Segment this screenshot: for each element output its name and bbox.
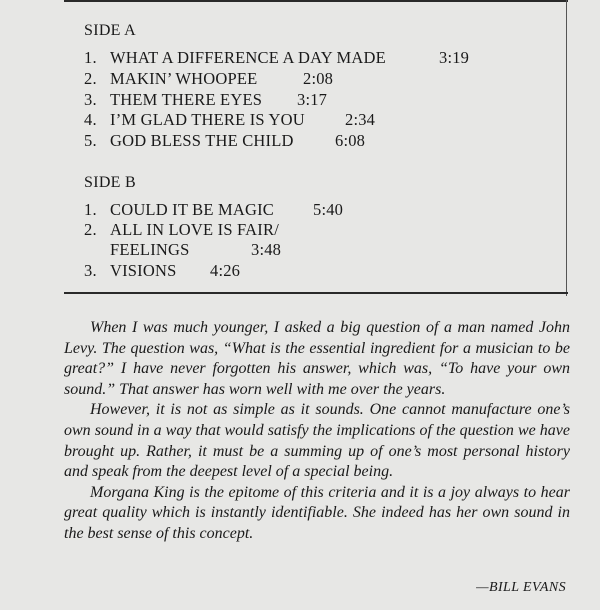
section-divider: [64, 292, 568, 294]
liner-notes-paragraph: When I was much younger, I asked a big question of a man named John Levy. The question was, “What is the essential ingredient for a musician to be great?” I have never forgotten his answer, which was, “To have your own sound.” That answer has worn well with me over the years.: [64, 319, 570, 398]
liner-notes-paragraph: Morgana King is the epitome of this criteria and it is a joy always to hear great quality which is instantly identifiable. She indeed has her own sound in the best sense of this concept.: [64, 483, 570, 542]
top-rule: [64, 0, 568, 2]
side-a-track-2: [84, 69, 484, 89]
track-title-line2: FEELINGS: [110, 240, 190, 259]
side-a-track-1: [84, 48, 484, 68]
track-title: COULD IT BE MAGIC: [110, 200, 274, 219]
track-number: 5.: [84, 131, 97, 150]
side-a-track-4: [84, 110, 484, 130]
track-title: MAKIN’ WHOOPEE: [110, 69, 258, 88]
side-b-heading: SIDE B: [84, 174, 137, 191]
right-border-line: [566, 0, 567, 296]
liner-notes-paragraph: However, it is not as simple as it sounds. One cannot manufacture one’s own sound in a way that would satisfy the implications of the question we have brought up. Rather, it must be a summing up of one’s most personal history and speak from the deepest level of a special being.: [64, 401, 570, 481]
track-number: 3.: [84, 90, 97, 109]
track-title: VISIONS: [110, 261, 177, 280]
track-duration: 3:48: [251, 240, 282, 259]
track-number: 2.: [84, 69, 97, 88]
side-b-track-1: [84, 200, 484, 220]
track-title: WHAT A DIFFERENCE A DAY MADE: [110, 48, 386, 67]
side-b-track-2: [84, 220, 484, 240]
track-duration: 4:26: [210, 261, 241, 280]
signature: —BILL EVANS: [476, 580, 566, 595]
side-b-track-3: [84, 261, 484, 281]
side-b-track-2-continued: [84, 240, 484, 260]
track-duration: 2:34: [345, 110, 376, 129]
track-duration: 2:08: [303, 69, 334, 88]
track-number: 2.: [84, 220, 97, 239]
track-number: 3.: [84, 261, 97, 280]
track-duration: 3:19: [439, 48, 470, 67]
side-a-heading: SIDE A: [84, 22, 137, 39]
side-a-track-3: [84, 90, 484, 110]
track-duration: 3:17: [297, 90, 328, 109]
side-a-track-5: [84, 131, 484, 151]
track-title: ALL IN LOVE IS FAIR/: [110, 220, 279, 239]
track-title: I’M GLAD THERE IS YOU: [110, 110, 305, 129]
track-number: 1.: [84, 200, 97, 219]
track-duration: 5:40: [313, 200, 344, 219]
track-duration: 6:08: [335, 131, 366, 150]
track-title: THEM THERE EYES: [110, 90, 263, 109]
track-number: 1.: [84, 48, 97, 67]
track-number: 4.: [84, 110, 97, 129]
track-title: GOD BLESS THE CHILD: [110, 131, 294, 150]
liner-notes: [64, 318, 570, 545]
